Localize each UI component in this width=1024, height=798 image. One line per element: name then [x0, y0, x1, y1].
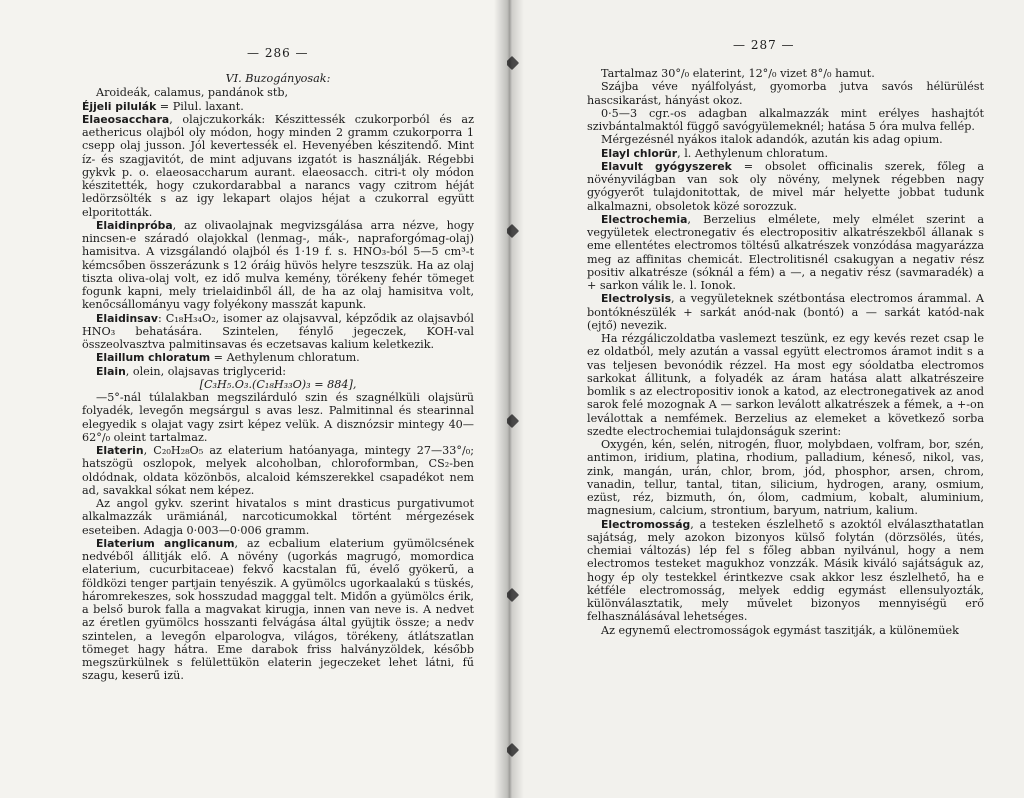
entry-elavult-gyogyszerek: [587, 160, 984, 213]
entry-body: , olajczukorkák: Készittessék czukorporból és az aethericus olajból oly módon, hogy minden 2 gramm czukorporra 1 csepp olaj jusson. Jól kevertessék el. Hevenyében készitendő. Mint íz- és szagjavitót, de mint adjuvans izgatót is használják. Régebbi gykvk p. o. elaeosaccharum aurant. elaeosacch. citri-t oly módon készitették, hogy czukordarabbal a narancs vagy czitrom héját ledörzsölték s az igy lekapart olajos héjat a czukorral együtt elporitották.: [82, 112, 474, 219]
page-number-left: — 286 —: [247, 46, 309, 60]
paragraph: Ha rézgáliczoldatba vaslemezt teszünk, ez egy kevés rezet csap le ez oldatból, mely azután a vassal együtt electromos áramot indit s a vas teljesen bevonódik rézzel. Ha most egy sóoldatba electromos sarkokat állitunk, a folyadék az áram hatása alatt alkatrészeire bomlik s az electropositiv ionok a katod, az electronegativek az anod sarok felé mozognak A — sarkon leválott alkatrészek a fémek, a +-on leválottak a nemfémek. Berzelius az elemeket a következő sorba szedte electrochemiai tulajdonságuk szerint:: [587, 332, 984, 438]
entry-body: = obsolet officinalis szerek, főleg a növényvilágban van sok oly növény, melynek régebben nagy gyógyerőt tulajdonitottak, de mivel már helyette jobbat tudunk alkalmazni, obsoletok közé sorozzuk.: [587, 159, 984, 213]
entry-elayl-chlorur: [587, 147, 984, 160]
entry-elaterin: [82, 444, 474, 497]
entry-elaeosacchara: [82, 113, 474, 219]
entry-electromossag: [587, 518, 984, 624]
paragraph: Az angol gykv. szerint hivatalos s mint drasticus purgativumot alkalmazzák urämiánál, narcoticumokkal történt mérgezések eseteiben. Adagja 0·003—0·006 gramm.: [82, 497, 474, 537]
entry-electrochemia: [587, 213, 984, 293]
entry-body: , a testeken észlelhető s azoktól elválaszthatatlan sajátság, mely azokon bizonyos külső folytán (dörzsölés, ütés, chemiai változás) lép fel s főleg abban nyilvánul, hogy a nem electromos testeket magukhoz vonzzák. Másik kiváló sajátságuk az, hogy ép oly testekkel érintkezve csak akkor lesz észlelhető, ha e kétféle electromosság, melyek eddig egymást ellensulyozták, különválasztatik, mely művelet bizonyos mennyiségü erő felhasználásával lehetséges.: [587, 517, 984, 624]
left-page-text: [82, 72, 474, 683]
page-number-right: — 287 —: [733, 38, 795, 52]
entry-elaterium-anglicanum: [82, 537, 474, 683]
paragraph: —5°-nál túlalakban megszilárduló szin és szagnélküli olajsürü folyadék, levegőn megsárgul s avas lesz. Palmitinnal és stearinnal elegyedik s olajat vagy zsirt képez velük. A disznózsir mintegy 40—62°/₀ oleint tartalmaz.: [82, 391, 474, 444]
entry-ejjeli-pilulak: [82, 100, 474, 113]
paragraph: Aroideák, calamus, pandánok stb,: [96, 86, 289, 100]
paragraph: Az egynemű electromosságok egymást taszitják, a különemüek: [601, 623, 959, 637]
entry-term: Elaterium anglicanum: [96, 536, 235, 550]
entry-term: Elaterin: [96, 444, 144, 457]
entry-body: , a vegyületeknek szétbontása electromos árammal. A bontóknészülék + sarkát anód-nak (bontó) a — sarkát katód-nak (ejtő) nevezik.: [587, 292, 984, 332]
entry-term: Elaidinpróba: [96, 218, 173, 232]
entry-term: Electromosság: [601, 517, 691, 531]
entry-body: = Pilul. laxant.: [156, 99, 244, 113]
entry-term: Elaeosacchara: [82, 112, 170, 126]
entry-term: Elaidinsav: [96, 311, 158, 325]
right-page: [507, 0, 1024, 798]
entry-elain: [82, 365, 474, 378]
entry-elaillum: [82, 351, 474, 364]
entry-elaidinsav: [82, 312, 474, 352]
book-gutter: [494, 0, 524, 798]
entry-body: = Aethylenum chloratum.: [210, 351, 360, 365]
entry-body: , az olivaolajnak megvizsgálása arra nézve, hogy nincsen-e száradó olajokkal (lenmag-, mák-, napraforgómag-olaj) hamisitva. A vizsgálandó olajból és 1·19 f. s. HNO₃-ból 5—5 cm³-t kémcsőben összerázunk s 12 óráig hüvös helyre teszszük. Ha az olaj tiszta oliva-olaj volt, ez idő mulva kemény, törékeny fehér tömeget fogunk kapni, mely trielaidinből áll, de ha az olaj hamisitva volt, kenőcsállományu vagy folyékony masszát kapunk.: [82, 218, 474, 312]
entry-electrolysis: [587, 292, 984, 332]
entry-elaidinproba: [82, 219, 474, 312]
paragraph: Tartalmaz 30°/₀ elaterint, 12°/₀ vizet 8°/₀ hamut.: [601, 67, 875, 80]
entry-body: , olein, olajsavas triglycerid:: [125, 364, 287, 378]
formula: [C₃H₅.O₃.(C₁₈H₃₃O)₃ = 884],: [199, 377, 357, 391]
entry-body: , az ecbalium elaterium gyümölcsének nedvéből állitják elő. A növény (ugorkás magrugó, momordica elaterium, cucurbitaceae) fekvő kacstalan fű, évelő gyökerű, a földközi tenger partjain tenyészik. A gyümölcs ugorkaalakú s tüskés, háromrekeszes, sok hosszudad magggal telt. Midőn a gyümölcs érik, a belső burok falla a magvakat kirugja, innen van neve is. A nedvet az éretlen gyümölcs hosszanti felvágása által gyüjtik össze; a nedv szintelen, a levegőn elparologva, világos, törékeny, átlátszatlan tömeget hagy hátra. Eme darabok friss halványzöldek, később megszürkülnek s felülettükön elaterin jegeczeket lehet látni, fű szagu, keserű izü.: [82, 536, 474, 683]
entry-term: Éjjeli pilulák: [82, 99, 157, 113]
entry-term: Elaillum chloratum: [96, 351, 211, 365]
paragraph: Mérgezésnél nyákos italok adandók, azután kis adag opium.: [601, 133, 943, 147]
entry-body: : C₁₈H₃₄O₂, isomer az olajsavval, képződik az olajsavból HNO₃ behatására. Szintelen, fénylő jegeczek, KOH-val összeolvasztva palmitinsavas és eczetsavas kalium keletkezik.: [82, 311, 474, 351]
right-page-text: [587, 67, 984, 637]
paragraph: Oxygén, kén, selén, nitrogén, fluor, molybdaen, volfram, bor, szén, antimon, iridium, platina, rhodium, palladium, kéneső, nikol, vas, zink, mangán, urán, chlor, brom, jód, phosphor, arsen, chrom, vanadin, tellur, tantal, titan, silicium, hydrogen, arany, osmium, ezüst, réz, bizmuth, ón, ólom, cadmium, kobalt, aluminium, magnesium, calcium, strontium, baryum, natrium, kalium.: [587, 438, 984, 518]
entry-body: , C₂₀H₂₈O₅ az elaterium hatóanyaga, mintegy 27—33°/₀; hatszögü oszlopok, melyek alcoholban, chloroformban, CS₂-ben oldódnak, oldata közönbös, alcaloid kémszerekkel csapadékot nem ad, savakkal sókat nem képez.: [82, 444, 474, 497]
left-page: [0, 0, 507, 798]
entry-term: Elavult gyógyszerek: [601, 159, 732, 173]
section-heading: VI. Buzogányosak:: [225, 72, 331, 85]
entry-body: , l. Aethylenum chloratum.: [677, 146, 829, 160]
entry-term: Electrolysis: [601, 292, 671, 306]
entry-term: Elain: [96, 364, 126, 378]
entry-term: Electrochemia: [601, 212, 688, 226]
entry-body: , Berzelius elmélete, mely elmélet szerint a vegyületek electronegativ és electropositiv alkatrészekből állanak s eme ellentétes electromos töltésű alkatrészek vonzódása magyarázza meg az affinitas chemicát. Electrolitisnél csakugyan a negativ rész positiv alkatrésze (sóknál a fém) a —, a negativ rész (savmaradék) a + sarkon válik le. l. Ionok.: [587, 212, 984, 292]
entry-term: Elayl chlorür: [601, 146, 678, 160]
paragraph: 0·5—3 cgr.-os adagban alkalmazzák mint erélyes hashajtót szivbántalmaktól függő savógyülemeknél; hatása 5 óra mulva fellép.: [587, 106, 984, 133]
paragraph: Szájba véve nyálfolyást, gyomorba jutva savós hélürülést hascsikarást, hányást okoz.: [587, 80, 984, 107]
